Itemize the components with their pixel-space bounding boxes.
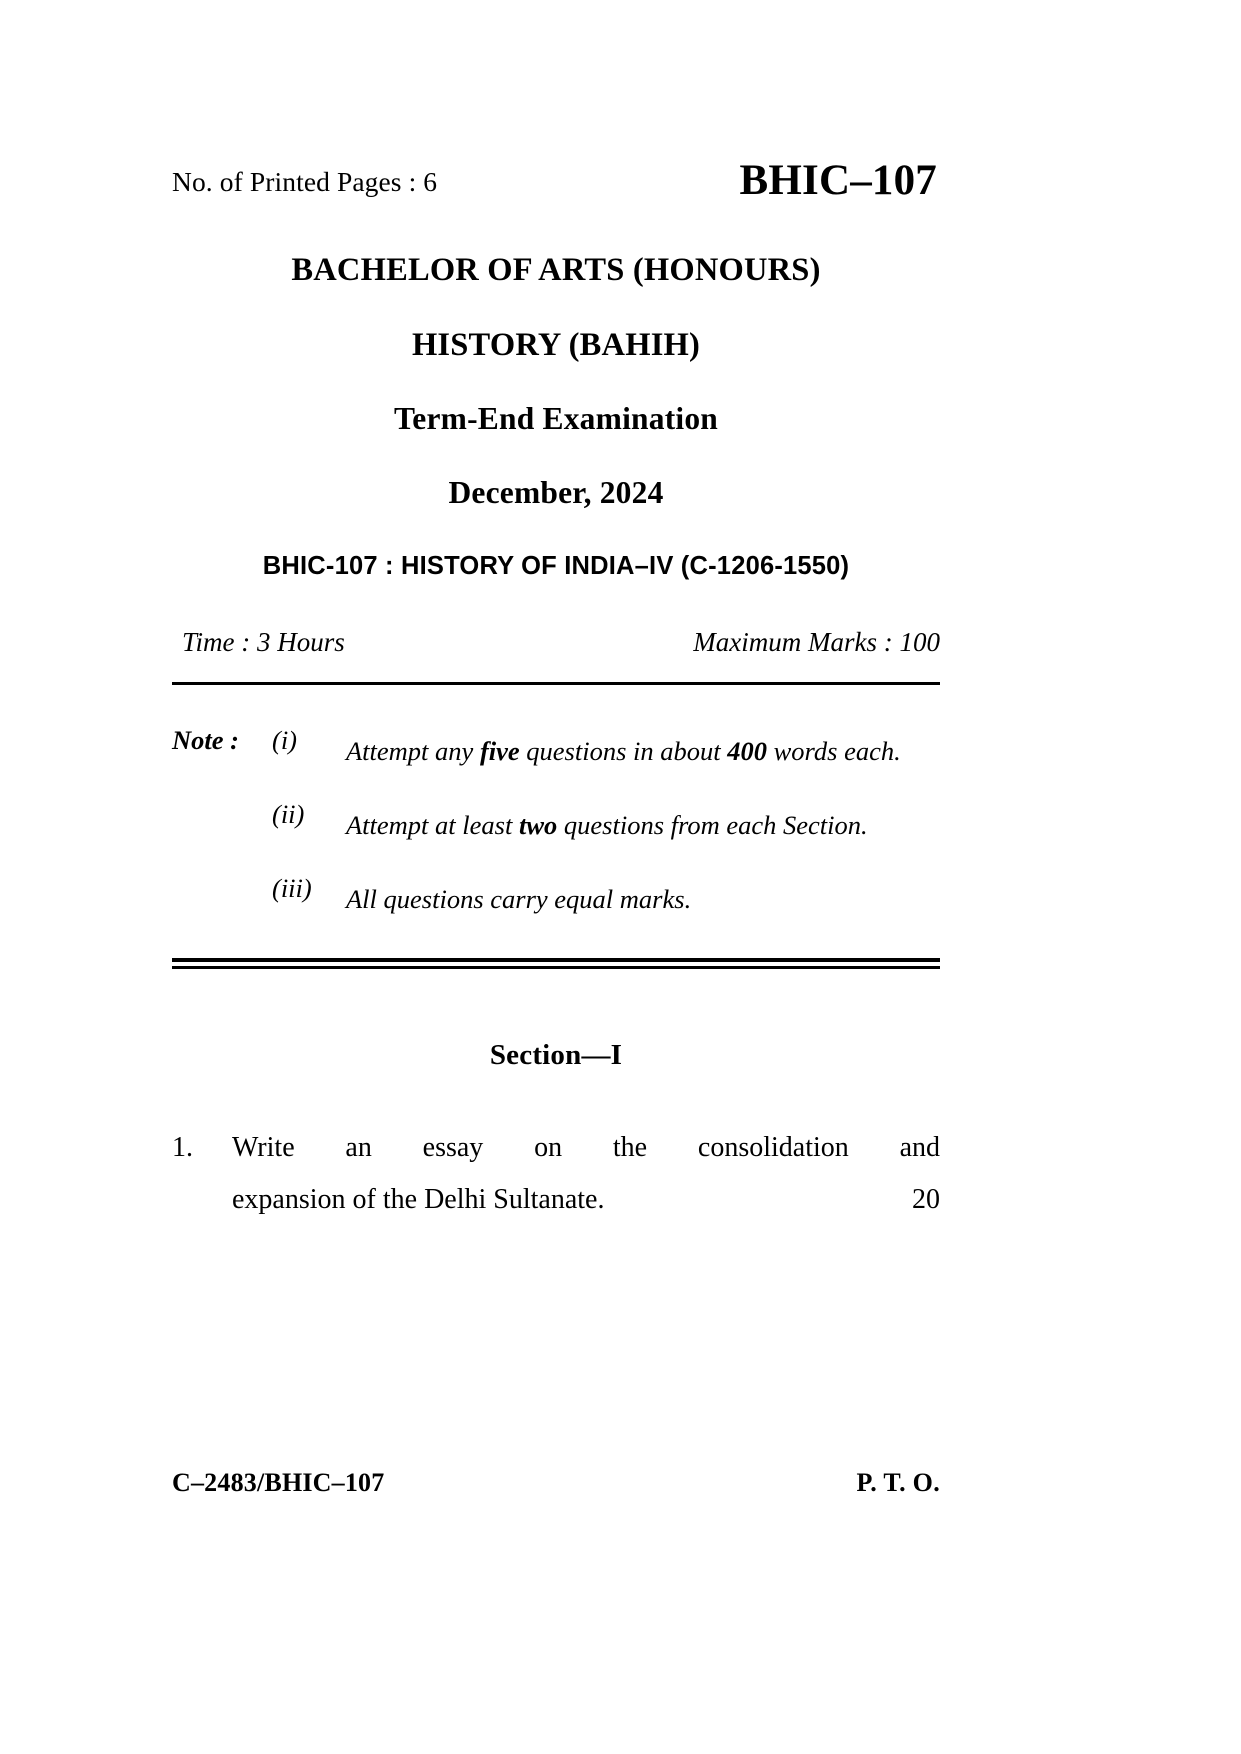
page-header — [172, 158, 940, 230]
note-item-ii — [172, 801, 940, 850]
title-block — [172, 254, 940, 508]
note-ii-part2: questions from each Section. — [557, 810, 868, 841]
exam-session-title: December, 2024 — [448, 474, 664, 510]
section-heading-1: Section—I — [489, 1039, 623, 1072]
question-marks-1: 20 — [912, 1183, 940, 1215]
note-block — [172, 727, 940, 924]
note-i-part3: words each. — [767, 736, 901, 766]
printed-pages-label: No. of Printed Pages : 6 — [172, 166, 438, 197]
note-item-text-i — [346, 727, 940, 776]
note-item-i — [172, 727, 940, 776]
question-item-1 — [172, 1122, 940, 1226]
header-divider — [172, 682, 940, 685]
note-item-marker-iii: (iii) — [272, 873, 312, 904]
question-number-1: 1. — [172, 1132, 193, 1164]
note-i-part2: questions in about — [519, 736, 728, 766]
question-text-1 — [232, 1122, 940, 1226]
max-marks-label: Maximum Marks : 100 — [693, 627, 940, 657]
note-item-iii — [172, 875, 940, 924]
footer-paper-ref: C–2483/BHIC–107 — [172, 1468, 385, 1497]
programme-title: BACHELOR OF ARTS (HONOURS) — [291, 252, 821, 288]
note-item-text-iii: All questions carry equal marks. — [346, 884, 692, 915]
course-code-title: BHIC-107 : HISTORY OF INDIA–IV (C-1206-1550) — [262, 552, 850, 580]
question-text-1-line2: expansion of the Delhi Sultanate. — [232, 1183, 605, 1215]
footer-pto-label: P. T. O. — [856, 1468, 940, 1497]
note-i-part1: Attempt any — [346, 736, 480, 766]
note-ii-emphasis-two: two — [518, 810, 558, 841]
page-content — [172, 0, 940, 1226]
discipline-title: HISTORY (BAHIH) — [411, 326, 701, 363]
exam-info-row — [172, 627, 940, 665]
question-body-1 — [232, 1122, 940, 1226]
note-item-text-ii — [346, 801, 940, 850]
question-text-1-line1: Write an essay on the consolidation and — [232, 1132, 940, 1164]
note-i-emphasis-400: 400 — [727, 736, 767, 766]
page-footer — [172, 1468, 940, 1498]
exam-type-title: Term-End Examination — [393, 401, 718, 436]
paper-code-label: BHIC–107 — [739, 157, 937, 204]
exam-duration-label: Time : 3 Hours — [182, 627, 345, 657]
question-list — [172, 1122, 940, 1226]
note-ii-part1: Attempt at least — [346, 810, 519, 841]
note-label: Note : — [172, 725, 239, 755]
note-i-emphasis-five: five — [479, 736, 520, 766]
note-item-marker-ii: (ii) — [272, 799, 305, 830]
note-divider — [172, 958, 940, 969]
note-item-marker-i: (i) — [272, 725, 298, 755]
